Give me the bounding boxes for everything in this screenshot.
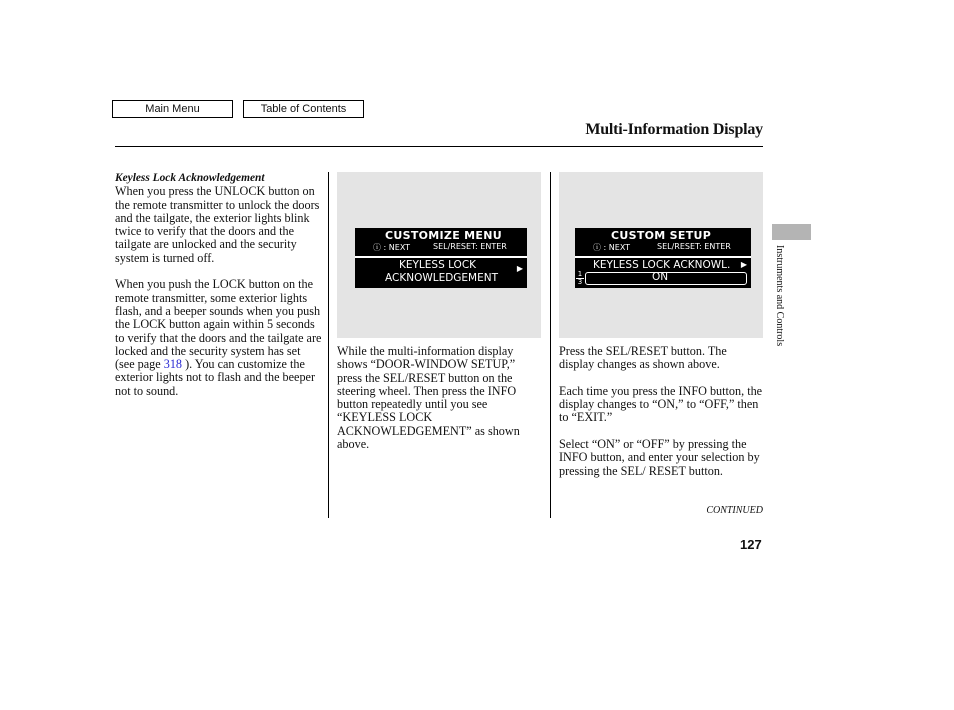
paragraph: While the multi-information display shows “DOOR-WINDOW SETUP,” press the SEL/RESET button on the steering wheel. Then press the INFO button repeatedly until you see “KEYLESS LOCK ACKNOWLEDGEMENT” as shown above. bbox=[337, 344, 520, 452]
lcd-value-box bbox=[585, 272, 747, 285]
lcd-line-1: KEYLESS LOCK ACKNOWL. bbox=[593, 259, 731, 271]
paragraph-text: ). You can customize the exterior lights not to flash and the beeper not to sound. bbox=[115, 357, 316, 398]
fraction-numerator: 1 bbox=[577, 270, 583, 278]
table-of-contents-button[interactable]: Table of Contents bbox=[243, 100, 364, 118]
column-1 bbox=[115, 172, 323, 411]
section-side-label: Instruments and Controls bbox=[774, 245, 785, 347]
display-illustration-panel bbox=[559, 172, 763, 338]
lcd-sel-hint: SEL/RESET: ENTER bbox=[657, 242, 731, 251]
lcd-info-hint: ⓘ : NEXT bbox=[373, 243, 411, 252]
paragraph bbox=[115, 278, 323, 398]
right-arrow-icon: ▶ bbox=[740, 260, 747, 269]
lcd-content-area bbox=[355, 256, 527, 288]
paragraph-text: When you push the LOCK button on the remote transmitter, some exterior lights flash, and a beeper sounds when you push the LOCK button again within 5 seconds to verify that the doors and the tailgate are locked and the security system has set (see page bbox=[115, 277, 322, 372]
lcd-line-2: ACKNOWLEDGEMENT bbox=[385, 272, 499, 284]
lcd-header-area bbox=[575, 228, 751, 256]
paragraph: Select “ON” or “OFF” by pressing the INFO button, and enter your selection by pressing the SEL/ RESET button. bbox=[559, 437, 760, 478]
lcd-info-hint: ⓘ : NEXT bbox=[593, 243, 631, 252]
lcd-display bbox=[575, 228, 751, 288]
lcd-header-area bbox=[355, 228, 527, 256]
column-divider bbox=[550, 172, 551, 518]
column-divider bbox=[328, 172, 329, 518]
lcd-sel-hint: SEL/RESET: ENTER bbox=[433, 242, 507, 251]
column-3-text bbox=[559, 345, 763, 491]
section-tab-marker bbox=[772, 224, 811, 240]
lcd-content-area bbox=[575, 256, 751, 288]
paragraph: Each time you press the INFO button, the display changes to “ON,” to “OFF,” then to “EXIT.” bbox=[559, 383, 763, 425]
section-heading: Keyless Lock Acknowledgement bbox=[115, 172, 265, 184]
lcd-header-title: CUSTOMIZE MENU bbox=[385, 229, 502, 242]
lcd-header-title: CUSTOM SETUP bbox=[611, 229, 712, 242]
header-rule bbox=[115, 146, 763, 147]
page-link[interactable]: 318 bbox=[163, 357, 183, 372]
page-title: Multi-Information Display bbox=[585, 121, 763, 138]
display-illustration-panel bbox=[337, 172, 541, 338]
right-arrow-icon: ▶ bbox=[516, 264, 523, 273]
continued-label: CONTINUED bbox=[706, 505, 763, 516]
column-2-text bbox=[337, 345, 543, 465]
lcd-value: ON bbox=[652, 271, 669, 283]
page-number: 127 bbox=[740, 537, 762, 552]
main-menu-button[interactable]: Main Menu bbox=[112, 100, 233, 118]
lcd-display bbox=[355, 228, 527, 288]
page-fraction bbox=[576, 271, 584, 286]
fraction-denominator: 3 bbox=[577, 278, 583, 286]
paragraph: Press the SEL/RESET button. The display changes as shown above. bbox=[559, 344, 727, 372]
paragraph: When you press the UNLOCK button on the remote transmitter to unlock the doors and the tailgate, the exterior lights blink twice to verify that the doors and the tailgate are unlocked and the security system is turned off. bbox=[115, 184, 320, 265]
lcd-line-1: KEYLESS LOCK bbox=[399, 259, 477, 271]
